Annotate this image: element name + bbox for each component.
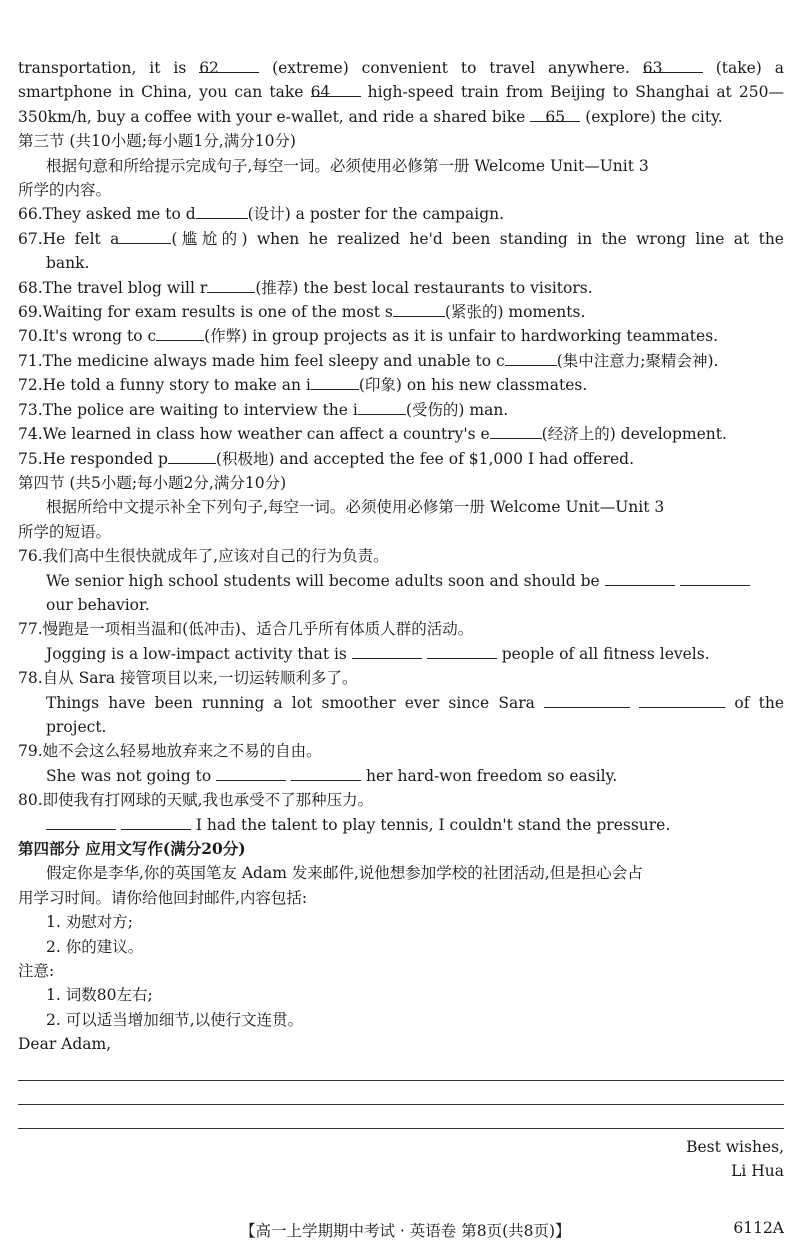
blank-65[interactable] xyxy=(530,105,580,126)
question-80-zh: 80.即使我有打网球的天赋,我也承受不了那种压力。 xyxy=(18,791,374,810)
question-77-en: Jogging is a low-impact activity that is people of all fitness levels. xyxy=(18,642,784,666)
answer-blank[interactable] xyxy=(490,422,542,439)
question-78-en: Things have been running a lot smoother ever since Sara of the xyxy=(18,691,784,715)
answer-blank[interactable] xyxy=(544,691,630,708)
section3-instruction: 根据句意和所给提示完成句子,每空一词。必须使用必修第一册 Welcome Unit—Unit 3 xyxy=(46,156,649,175)
writing-prompt-cont: 用学习时间。请你给他回封邮件,内容包括: xyxy=(18,888,308,907)
answer-blank[interactable] xyxy=(352,642,422,659)
question-70: 70.It's wrong to c (作弊) in group projects as it is unfair to hardworking teammates. xyxy=(18,324,784,348)
blank-number: 64 xyxy=(310,83,331,102)
question-75: 75.He responded p (积极地) and accepted the fee of $1,000 I had offered. xyxy=(18,447,784,471)
answer-blank[interactable] xyxy=(291,764,361,781)
question-69: 69.Waiting for exam results is one of the most s (紧张的) moments. xyxy=(18,300,784,324)
content-point-1: 1. 劝慰对方; xyxy=(46,913,133,932)
passage-line-1 xyxy=(18,56,784,80)
question-73: 73.The police are waiting to interview the i (受伤的) man. xyxy=(18,398,784,422)
question-76-en-cont: our behavior. xyxy=(46,595,150,614)
question-78-zh: 78.自从 Sara 接管项目以来,一切运转顺利多了。 xyxy=(18,669,358,688)
blank-62[interactable] xyxy=(199,56,259,77)
blank-number: 62 xyxy=(199,59,219,77)
question-78-en-cont: project. xyxy=(46,717,107,736)
question-68: 68.The travel blog will r (推荐) the best local restaurants to visitors. xyxy=(18,276,784,300)
blank-number: 63 xyxy=(642,59,663,77)
note-2: 2. 可以适当增加细节,以使行文连贯。 xyxy=(46,1010,304,1029)
answer-blank[interactable] xyxy=(358,398,406,415)
answer-blank[interactable] xyxy=(119,227,171,244)
answer-blank[interactable] xyxy=(605,569,675,586)
question-74: 74.We learned in class how weather can affect a country's e (经济上的) development. xyxy=(18,422,784,446)
answer-blank[interactable] xyxy=(505,349,557,366)
answer-blank[interactable] xyxy=(121,813,191,830)
question-67-cont: bank. xyxy=(46,254,90,273)
passage-text: (extreme) convenient to travel anywhere. xyxy=(259,59,643,77)
note-1: 1. 词数80左右; xyxy=(46,986,153,1005)
question-77-zh: 77.慢跑是一项相当温和(低冲击)、适合几乎所有体质人群的活动。 xyxy=(18,620,474,639)
answer-blank[interactable] xyxy=(639,691,725,708)
question-76-zh: 76.我们高中生很快就成年了,应该对自己的行为负责。 xyxy=(18,547,389,566)
section3-heading: 第三节 (共10小题;每小题1分,满分10分) xyxy=(18,132,296,151)
writing-line[interactable] xyxy=(18,1080,784,1081)
passage-line-2 xyxy=(18,80,784,104)
question-80-en: I had the talent to play tennis, I couldn't stand the pressure. xyxy=(18,813,784,837)
blank-64[interactable] xyxy=(310,80,361,102)
question-66: 66.They asked me to d (设计) a poster for the campaign. xyxy=(18,202,784,226)
note-label: 注意: xyxy=(18,962,55,981)
question-76-en: We senior high school students will become adults soon and should be xyxy=(18,569,784,593)
answer-blank[interactable] xyxy=(427,642,497,659)
answer-blank[interactable] xyxy=(156,324,204,341)
question-72: 72.He told a funny story to make an i (印象) on his new classmates. xyxy=(18,373,784,397)
section4-instruction-cont: 所学的短语。 xyxy=(18,522,112,541)
answer-blank[interactable] xyxy=(207,276,255,293)
question-79-zh: 79.她不会这么轻易地放弃来之不易的自由。 xyxy=(18,742,322,761)
passage-text: 350km/h, buy a coffee with your e-wallet, and ride a shared bike xyxy=(18,107,531,126)
passage-text: (explore) the city. xyxy=(580,107,723,126)
section4-instruction: 根据所给中文提示补全下列句子,每空一词。必须使用必修第一册 Welcome Unit—Unit 3 xyxy=(46,498,665,517)
part4-heading: 第四部分 应用文写作(满分20分) xyxy=(18,839,246,858)
answer-blank[interactable] xyxy=(168,447,216,464)
answer-blank[interactable] xyxy=(46,813,116,830)
footer-title: 【高一上学期期中考试 · 英语卷 第8页(共8页)】 xyxy=(240,1222,571,1240)
answer-blank[interactable] xyxy=(216,764,286,781)
writing-prompt: 假定你是李华,你的英国笔友 Adam 发来邮件,说他想参加学校的社团活动,但是担心会占 xyxy=(46,864,643,883)
content-point-2: 2. 你的建议。 xyxy=(46,937,144,956)
passage-text: transportation, it is xyxy=(18,59,200,77)
letter-signature: Li Hua xyxy=(731,1162,784,1181)
answer-blank[interactable] xyxy=(680,569,750,586)
section3-instruction-cont: 所学的内容。 xyxy=(18,181,112,200)
letter-closing: Best wishes, xyxy=(686,1137,784,1156)
question-79-en: She was not going to her hard-won freedom so easily. xyxy=(18,764,784,788)
writing-line[interactable] xyxy=(18,1128,784,1129)
passage-text: smartphone in China, you can take xyxy=(18,83,311,102)
writing-line[interactable] xyxy=(18,1104,784,1105)
passage-line-3 xyxy=(18,105,784,129)
section4-heading: 第四节 (共5小题;每小题2分,满分10分) xyxy=(18,473,287,492)
footer-code: 6112A xyxy=(733,1219,784,1237)
passage-text: (take) a xyxy=(702,59,784,77)
question-71: 71.The medicine always made him feel sleepy and unable to c (集中注意力;聚精会神). xyxy=(18,349,784,373)
question-67: 67.He felt a (尴尬的) when he realized he'd been standing in the wrong line at the xyxy=(18,227,784,251)
letter-greeting: Dear Adam, xyxy=(18,1035,112,1054)
blank-63[interactable] xyxy=(642,56,703,77)
answer-blank[interactable] xyxy=(196,202,248,219)
exam-page xyxy=(18,56,784,1183)
passage-text: high-speed train from Beijing to Shanghai at 250— xyxy=(360,83,784,102)
blank-number: 65 xyxy=(545,107,566,126)
answer-blank[interactable] xyxy=(311,373,359,390)
answer-blank[interactable] xyxy=(393,300,445,317)
